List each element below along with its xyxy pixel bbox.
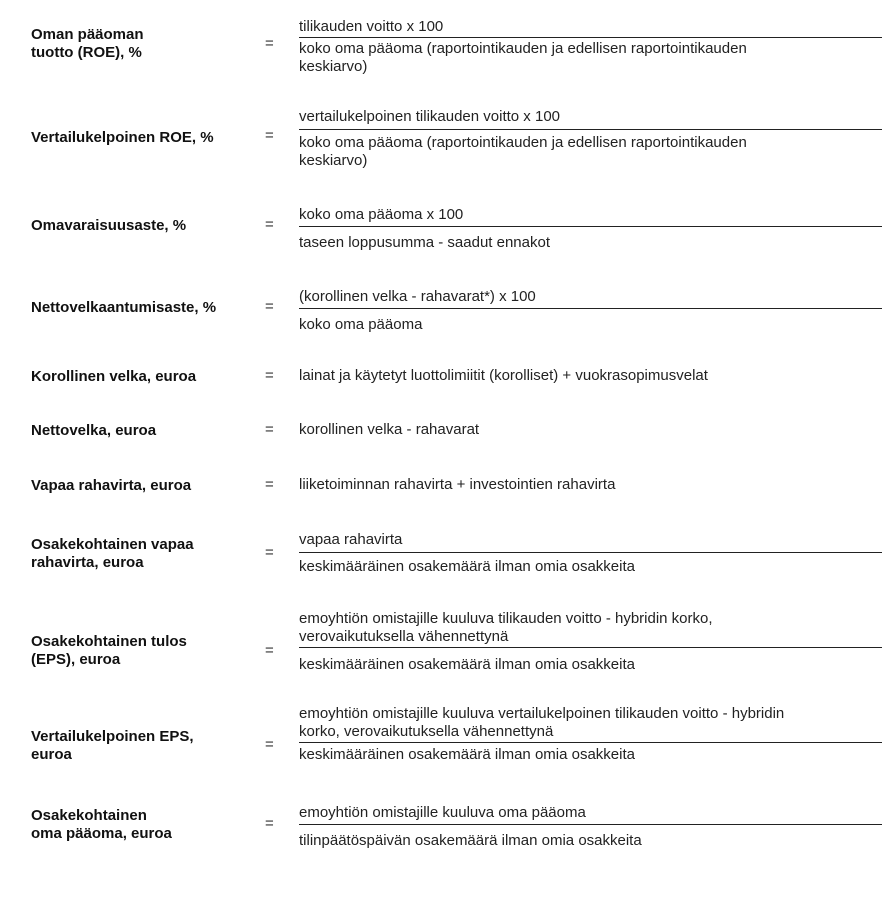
formula-numerator: koko oma pääoma x 100 xyxy=(299,206,464,223)
equals-sign: = xyxy=(265,476,274,493)
formula-denominator: taseen loppusumma - saadut ennakot xyxy=(299,234,550,251)
formula-label-free-cash-flow: Vapaa rahavirta, euroa xyxy=(31,477,192,494)
formula-numerator: emoyhtiön omistajille kuuluva oma pääoma xyxy=(299,804,586,821)
formula-denominator: koko oma pääoma (raportointikauden ja edellisen raportointikauden keskiarvo) xyxy=(299,134,747,169)
formula-numerator: emoyhtiön omistajille kuuluva tilikauden voitto - hybridin korko, verovaikutuksella vähennettynä xyxy=(299,610,713,645)
formula-definition: liiketoiminnan rahavirta + investointien rahavirta xyxy=(299,476,616,493)
formula-denominator: koko oma pääoma xyxy=(299,316,423,333)
formula-label-roe: Oman pääoman tuotto (ROE), % xyxy=(31,26,144,61)
formula-label-comparable-roe: Vertailukelpoinen ROE, % xyxy=(31,129,214,146)
fraction-line xyxy=(299,647,882,648)
equals-sign: = xyxy=(265,736,274,753)
fraction-line xyxy=(299,742,882,743)
formula-numerator: vapaa rahavirta xyxy=(299,531,403,548)
formula-label-net-debt: Nettovelka, euroa xyxy=(31,422,157,439)
formula-label-eps: Osakekohtainen tulos (EPS), euroa xyxy=(31,633,187,668)
fraction-line xyxy=(299,824,882,825)
formula-label-interest-bearing-debt: Korollinen velka, euroa xyxy=(31,368,197,385)
formula-label-fcf-per-share: Osakekohtainen vapaa rahavirta, euroa xyxy=(31,536,194,571)
formula-definition: korollinen velka - rahavarat xyxy=(299,421,480,438)
formula-denominator: keskimääräinen osakemäärä ilman omia osakkeita xyxy=(299,558,635,575)
equals-sign: = xyxy=(265,421,274,438)
equals-sign: = xyxy=(265,367,274,384)
formula-numerator: emoyhtiön omistajille kuuluva vertailukelpoinen tilikauden voitto - hybridin korko, verovaikutuksella vähennettynä xyxy=(299,705,785,740)
formula-numerator: (korollinen velka - rahavarat*) x 100 xyxy=(299,288,536,305)
formula-denominator: keskimääräinen osakemäärä ilman omia osakkeita xyxy=(299,746,635,763)
formula-denominator: keskimääräinen osakemäärä ilman omia osakkeita xyxy=(299,656,635,673)
equals-sign: = xyxy=(265,216,274,233)
equals-sign: = xyxy=(265,544,274,561)
equals-sign: = xyxy=(265,35,274,52)
fraction-line xyxy=(299,552,882,553)
fraction-line xyxy=(299,226,882,227)
fraction-line xyxy=(299,129,882,130)
equals-sign: = xyxy=(265,127,274,144)
formula-label-gearing: Nettovelkaantumisaste, % xyxy=(31,299,217,316)
formula-denominator: koko oma pääoma (raportointikauden ja edellisen raportointikauden keskiarvo) xyxy=(299,40,747,75)
formula-label-equity-ratio: Omavaraisuusaste, % xyxy=(31,217,187,234)
equals-sign: = xyxy=(265,815,274,832)
formula-label-equity-per-share: Osakekohtainen oma pääoma, euroa xyxy=(31,807,172,842)
formula-denominator: tilinpäätöspäivän osakemäärä ilman omia osakkeita xyxy=(299,832,642,849)
formula-label-comparable-eps: Vertailukelpoinen EPS, euroa xyxy=(31,728,194,763)
formula-numerator: tilikauden voitto x 100 xyxy=(299,18,444,35)
fraction-line xyxy=(299,308,882,309)
formula-definition: lainat ja käytetyt luottolimiitit (korolliset) + vuokrasopimusvelat xyxy=(299,367,708,384)
equals-sign: = xyxy=(265,642,274,659)
fraction-line xyxy=(299,37,882,38)
formula-numerator: vertailukelpoinen tilikauden voitto x 100 xyxy=(299,108,560,125)
equals-sign: = xyxy=(265,298,274,315)
